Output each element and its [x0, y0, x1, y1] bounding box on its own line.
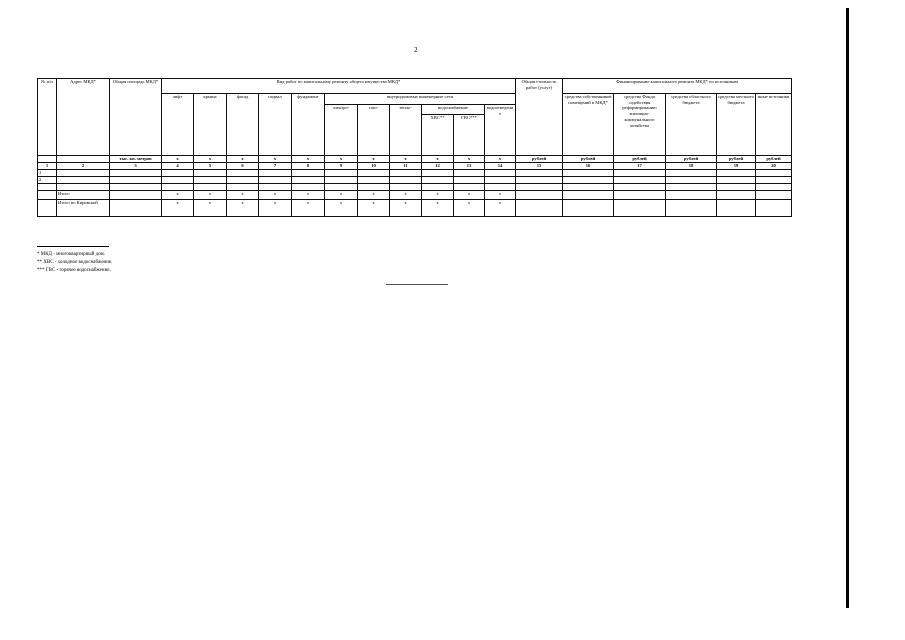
page-number: 2 [414, 46, 418, 54]
total-label: Итого [57, 191, 110, 200]
header-foundation: фундамент [292, 94, 325, 156]
header-financing-group: Финансирование капитального ремонта МКД* по источникам [563, 79, 792, 94]
units-row: тыс. кв. метров х х х х х х х х х х х рублей рублей рублей рублей рублей рублей [38, 156, 792, 163]
header-works-group: Вид работ по капитальному ремонту общего имущества МКД* [162, 79, 516, 94]
header-gas: газо- [358, 105, 390, 156]
total-row: Итого х х х х х х х х х х х [38, 191, 792, 200]
table-row [38, 177, 792, 184]
header-drainage: водоотведение [485, 105, 516, 156]
scan-edge-bar [846, 8, 849, 608]
header-basement: подвал [259, 94, 292, 156]
header-gvs: ГВС*** [454, 115, 485, 156]
footnote-gvs: *** ГВС - горячее водоснабжение. [37, 268, 111, 273]
footnote-hvs: ** ХВС - холодное водоснабжение. [37, 260, 113, 265]
total-kirov-row: Итого по Кировской х х х х х х х х х х х [38, 200, 792, 217]
header-number: № п/п [38, 79, 57, 156]
header-total-cost: Общая стоимость работ (услуг) [516, 79, 563, 156]
header-fin-other: иные источники [756, 94, 792, 156]
header-area: Общая площадь МКД* [110, 79, 162, 156]
header-fin-fund: средства Фонда содействия реформированию жилищно-коммунального хозяйства [614, 94, 666, 156]
unit-area: тыс. кв. метров [110, 156, 162, 163]
end-of-document-rule [386, 284, 448, 285]
header-hvs: ХВС** [422, 115, 454, 156]
footnote-mkd: * МКД - многоквартирный дом. [37, 252, 105, 257]
header-fin-local: средства местного бюджета [717, 94, 756, 156]
header-address: Адрес МКД* [57, 79, 110, 156]
header-water-supply: водоснабжение [422, 105, 485, 115]
capital-repair-table-wrap [37, 78, 792, 217]
table-row [38, 170, 792, 177]
footnotes [37, 251, 112, 275]
column-numbers-row: 1 2 3 4 5 6 7 8 9 10 11 12 13 14 15 16 17 18 19 20 [38, 163, 792, 170]
row-number: 2 [38, 177, 57, 184]
header-fin-owners: средства собственников помещений в МКД* [563, 94, 614, 156]
footnote-divider [37, 246, 109, 247]
total-kirov-label: Итого по Кировской [57, 200, 110, 217]
header-electro: электро- [325, 105, 358, 156]
header-fin-regional: средства областного бюджета [666, 94, 717, 156]
header-facade: фасад [227, 94, 259, 156]
header-roof: крыша [194, 94, 227, 156]
capital-repair-table [37, 78, 792, 217]
header-heat: тепло- [390, 105, 422, 156]
table-row [38, 184, 792, 191]
header-lift: лифт [162, 94, 194, 156]
row-number: 1 [38, 170, 57, 177]
header-networks-group: внутридомовые инженерные сети [325, 94, 516, 105]
